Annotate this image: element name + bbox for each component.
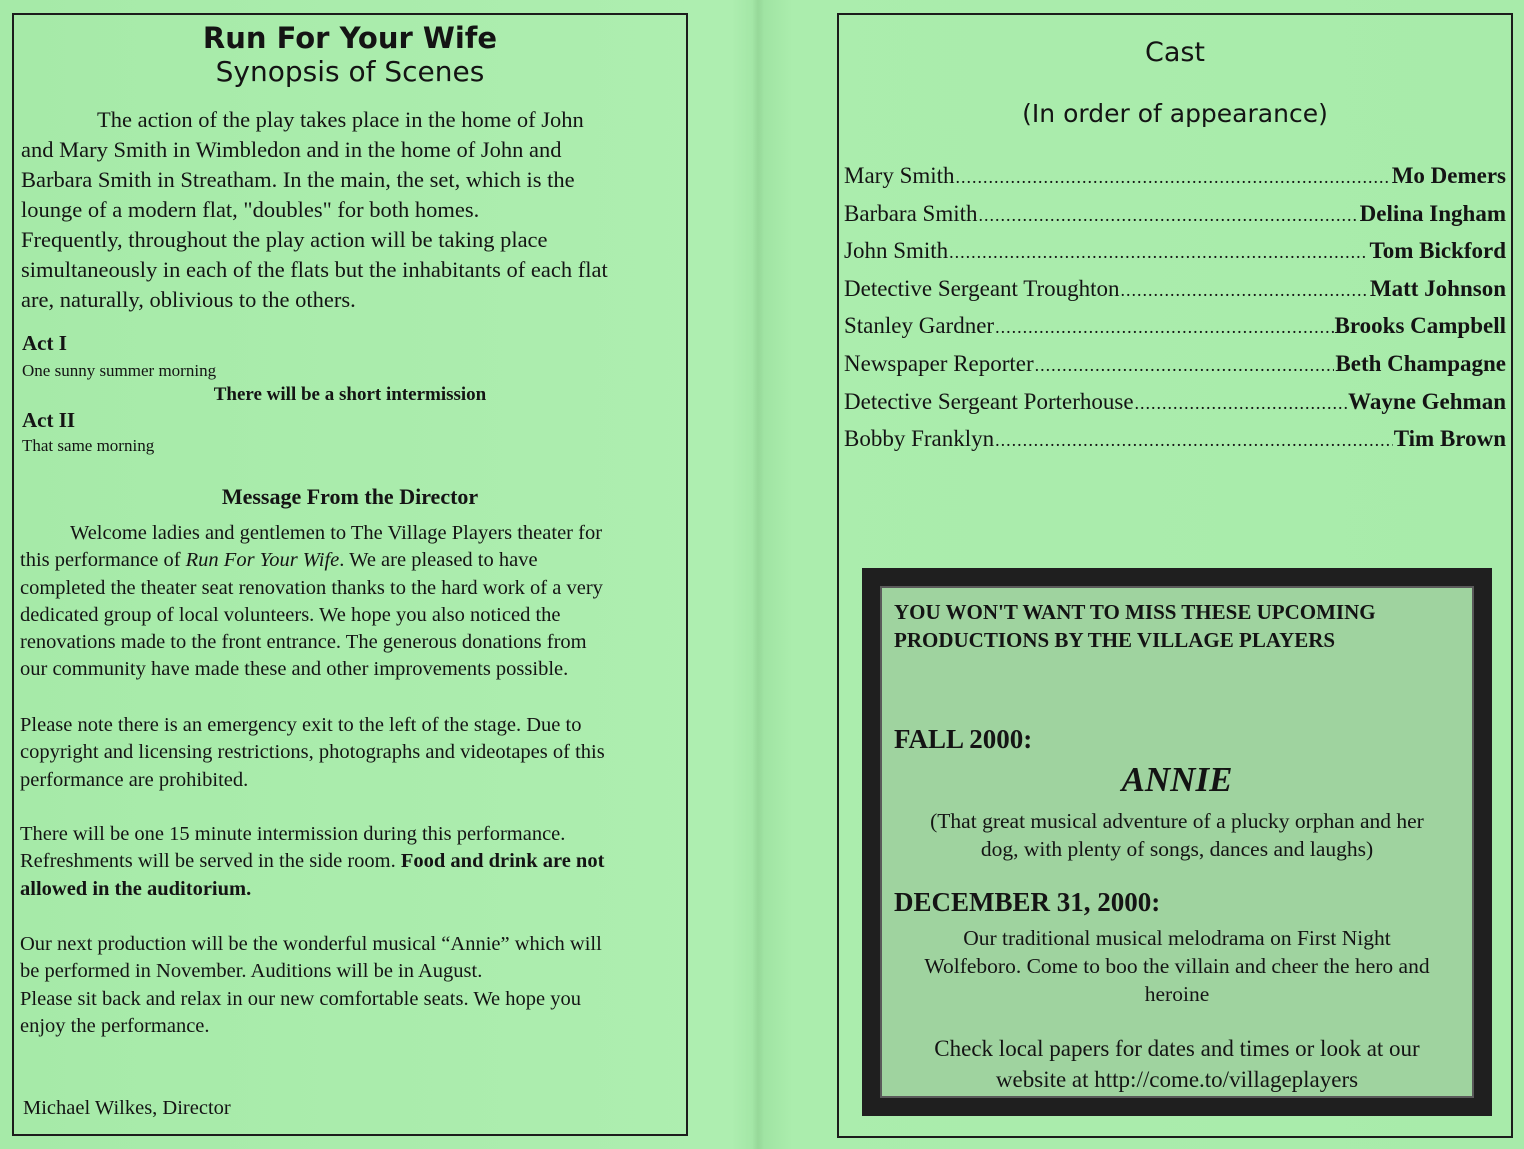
cast-actor: Tom Bickford xyxy=(1369,238,1506,264)
dot-leader xyxy=(995,430,1393,451)
director-message-paragraph-2 xyxy=(20,712,684,794)
cast-role: Mary Smith xyxy=(844,163,955,188)
cast-role: Detective Sergeant Porterhouse xyxy=(844,388,1134,414)
message-line: our community have made these and other improvements possible. xyxy=(20,658,569,681)
message-line: Please sit back and relax in our new comfortable seats. We hope you xyxy=(20,987,581,1010)
cast-row xyxy=(844,426,1506,464)
cast-role: Bobby Franklyn xyxy=(844,426,995,452)
cast-actor: Brooks Campbell xyxy=(1334,313,1506,339)
synopsis-line: The action of the play takes place in the home of John xyxy=(97,107,584,132)
center-fold xyxy=(752,0,764,1149)
dot-leader xyxy=(979,205,1359,226)
message-line: Our next production will be the wonderful musical “Annie” which will xyxy=(20,933,602,955)
cast-subheading: (In order of appearance) xyxy=(1022,99,1328,128)
play-title: Run For Your Wife xyxy=(202,21,498,55)
message-line: renovations made to the front entrance. The generous donations from xyxy=(20,631,587,654)
dot-leader xyxy=(956,167,1391,188)
synopsis-panel xyxy=(12,13,688,1136)
dot-leader xyxy=(995,317,1333,338)
website-line: website at http://come.to/villageplayers xyxy=(995,1067,1359,1092)
message-line: allowed in the auditorium. xyxy=(20,877,252,900)
synopsis-line: lounge of a modern flat, "doubles" for both homes. xyxy=(21,197,480,222)
act1-description: One sunny summer morning xyxy=(22,361,217,380)
dot-leader xyxy=(1135,393,1348,414)
upcoming-heading-line: YOU WON'T WANT TO MISS THESE UPCOMING xyxy=(894,600,1376,624)
director-message-heading: Message From the Director xyxy=(221,484,479,509)
synopsis-line: simultaneously in each of the flats but the inhabitants of each flat xyxy=(21,257,608,282)
message-line: dedicated group of local volunteers. We hope you also noticed the xyxy=(20,603,561,626)
dot-leader xyxy=(949,242,1368,263)
cast-role: John Smith xyxy=(844,238,949,264)
act2-heading: Act II xyxy=(22,408,76,432)
show-annie-description xyxy=(880,807,1474,863)
dot-leader xyxy=(1035,355,1335,376)
synopsis-text xyxy=(21,105,681,315)
director-signature: Michael Wilkes, Director xyxy=(23,1097,231,1119)
description-line: (That great musical adventure of a plucky orphan and her xyxy=(930,809,1424,833)
director-message-paragraph-1 xyxy=(20,520,684,684)
description-line: dog, with plenty of songs, dances and laughs) xyxy=(980,837,1374,861)
cast-list xyxy=(844,163,1506,464)
cast-role: Stanley Gardner xyxy=(844,313,995,339)
synopsis-line: and Mary Smith in Wimbledon and in the home of John and xyxy=(21,137,562,162)
season-fall-2000: FALL 2000: xyxy=(894,724,1033,754)
message-line: copyright and licensing restrictions, photographs and videotapes of this xyxy=(20,741,605,764)
cast-row xyxy=(844,163,1506,201)
cast-role: Newspaper Reporter xyxy=(844,350,1034,376)
cast-row xyxy=(844,238,1506,276)
cast-row xyxy=(844,389,1506,427)
show-annie-title: ANNIE xyxy=(1121,760,1233,799)
cast-role: Barbara Smith xyxy=(844,200,978,226)
season-december-2000: DECEMBER 31, 2000: xyxy=(894,887,1161,917)
message-line: Please note there is an emergency exit to the left of the stage. Due to xyxy=(20,714,582,736)
message-line: enjoy the performance. xyxy=(20,1014,210,1037)
cast-actor: Tim Brown xyxy=(1393,426,1506,452)
cast-actor: Mo Demers xyxy=(1391,163,1506,188)
upcoming-heading xyxy=(894,598,1474,654)
cast-row xyxy=(844,276,1506,314)
message-line: this performance of Run For Your Wife. We are pleased to have xyxy=(20,549,538,572)
upcoming-heading-line: PRODUCTIONS BY THE VILLAGE PLAYERS xyxy=(894,628,1336,652)
cast-role: Detective Sergeant Troughton xyxy=(844,275,1120,301)
upcoming-productions-box xyxy=(862,568,1492,1116)
description-line: Our traditional musical melodrama on First Night xyxy=(963,926,1391,950)
message-line: completed the theater seat renovation thanks to the hard work of a very xyxy=(20,576,603,599)
act2-description: That same morning xyxy=(22,436,155,455)
message-line: be performed in November. Auditions will be in August. xyxy=(20,960,483,983)
synopsis-heading: Synopsis of Scenes xyxy=(215,55,485,88)
cast-actor: Beth Champagne xyxy=(1335,350,1506,376)
director-message-paragraph-4 xyxy=(20,931,684,1040)
cast-actor: Delina Ingham xyxy=(1359,200,1506,226)
cast-row xyxy=(844,313,1506,351)
cast-row xyxy=(844,351,1506,389)
check-line: Check local papers for dates and times or look at our xyxy=(934,1036,1420,1061)
message-line: Welcome ladies and gentlemen to The Village Players theater for xyxy=(70,522,603,544)
message-line: Refreshments will be served in the side room. Food and drink are not xyxy=(20,850,605,873)
intermission-note: There will be a short intermission xyxy=(213,384,487,405)
director-message-paragraph-3 xyxy=(20,821,684,903)
message-line: There will be one 15 minute intermission during this performance. xyxy=(20,823,566,845)
synopsis-line: are, naturally, oblivious to the others. xyxy=(21,287,356,312)
cast-actor: Wayne Gehman xyxy=(1348,388,1506,414)
synopsis-line: Frequently, throughout the play action will be taking place xyxy=(21,227,548,252)
act1-heading: Act I xyxy=(22,331,67,355)
description-line: Wolfeboro. Come to boo the villain and cheer the hero and xyxy=(924,954,1430,978)
description-line: heroine xyxy=(1144,982,1210,1006)
melodrama-description xyxy=(880,924,1474,1008)
cast-actor: Matt Johnson xyxy=(1369,275,1506,301)
cast-heading: Cast xyxy=(1144,37,1206,68)
dot-leader xyxy=(1121,280,1369,301)
message-line: performance are prohibited. xyxy=(20,768,249,791)
cast-row xyxy=(844,201,1506,239)
check-papers-note xyxy=(880,1033,1474,1095)
synopsis-line: Barbara Smith in Streatham. In the main, the set, which is the xyxy=(21,167,575,192)
